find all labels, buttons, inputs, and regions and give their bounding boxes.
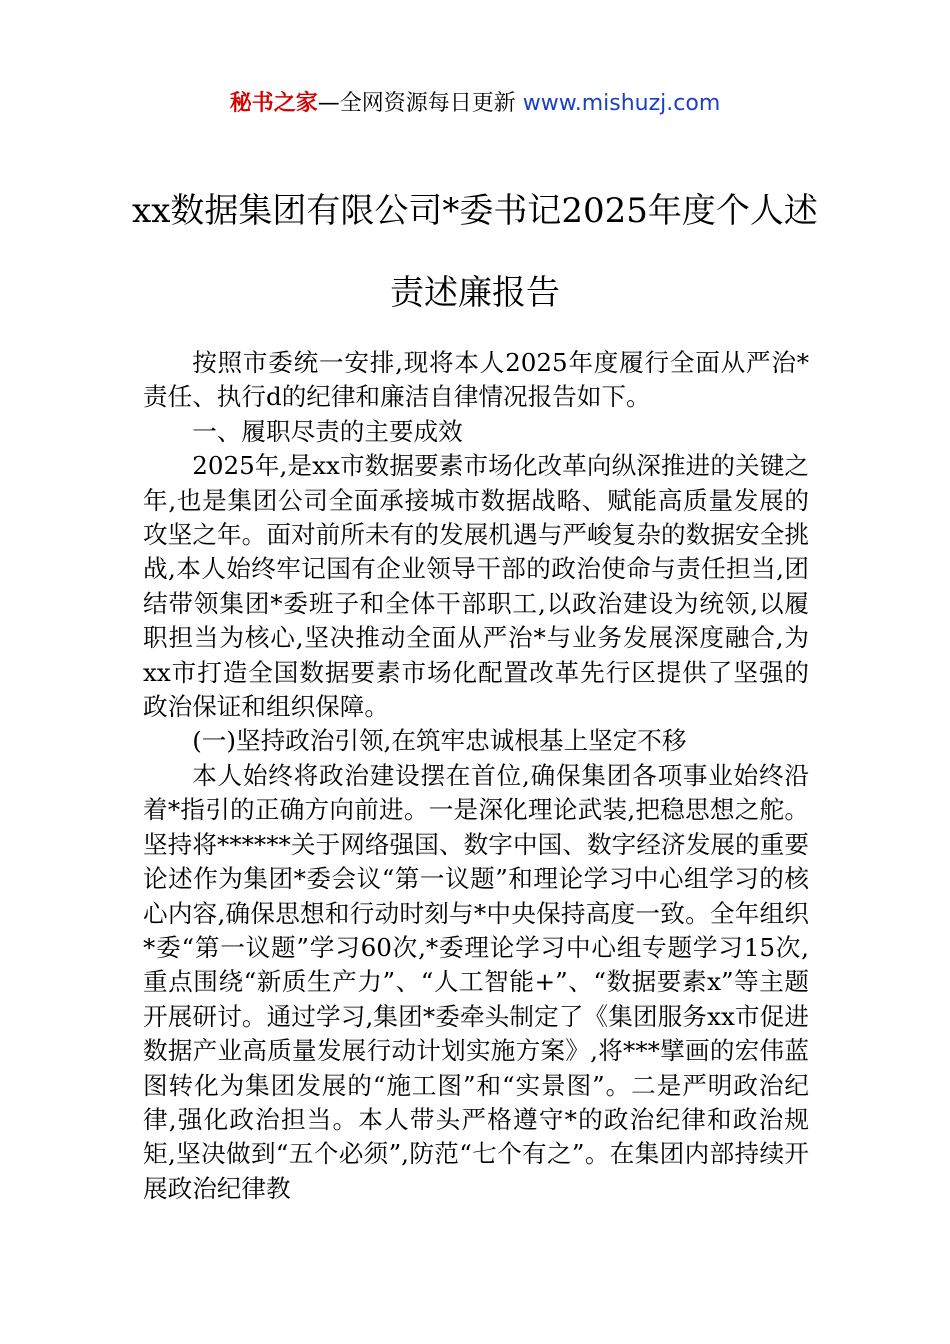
site-brand: 秘书之家 bbox=[229, 91, 318, 116]
body-paragraph: 2025年,是xx市数据要素市场化改革向纵深推进的关键之年,也是集团公司全面承接城市数据战略、赋能高质量发展的攻坚之年。面对前所未有的发展机遇与严峻复杂的数据安全挑战,本人始终牢记国有企业领导干部的政治使命与责任担当,团结带领集团*委班子和全体干部职工,以政治建设为统领,以履职担当为核心,坚决推动全面从严治*与业务发展深度融合,为xx市打造全国数据要素市场化配置改革先行区提供了坚强的政治保证和组织保障。 bbox=[143, 451, 809, 722]
document-body bbox=[143, 346, 809, 1206]
section-heading: 一、履职尽责的主要成效 bbox=[192, 416, 463, 446]
site-header bbox=[0, 88, 950, 120]
body-paragraph: 本人始终将政治建设摆在首位,确保集团各项事业始终沿着*指引的正确方向前进。一是深化理论武装,把稳思想之舵。坚持将******关于网络强国、数字中国、数字经济发展的重要论述作为集团*委会议“第一议题”和理论学习中心组学习的核心内容,确保思想和行动时刻与*中央保持高度一致。全年组织*委“第一议题”学习60次,*委理论学习中心组专题学习15次,重点围绕“新质生产力”、“人工智能+”、“数据要素x”等主题开展研讨。通过学习,集团*委牵头制定了《集团服务xx市促进数据产业高质量发展行动计划实施方案》,将***擘画的宏伟蓝图转化为集团发展的“施工图”和“实景图”。二是严明政治纪律,强化政治担当。本人带头严格遵守*的政治纪律和政治规矩,坚决做到“五个必须”,防范“七个有之”。在集团内部持续开展政治纪律教 bbox=[143, 760, 809, 1203]
document-title: xx数据集团有限公司*委书记2025年度个人述责述廉报告 bbox=[132, 191, 818, 313]
intro-paragraph: 按照市委统一安排,现将本人2025年度履行全面从严治*责任、执行d的纪律和廉洁自律情况报告如下。 bbox=[143, 348, 809, 412]
site-tagline: —全网资源每日更新 bbox=[317, 91, 523, 116]
subsection-heading: (一)坚持政治引领,在筑牢忠诚根基上坚定不移 bbox=[192, 726, 687, 756]
site-url-link[interactable]: www.mishuzj.com bbox=[522, 91, 721, 116]
